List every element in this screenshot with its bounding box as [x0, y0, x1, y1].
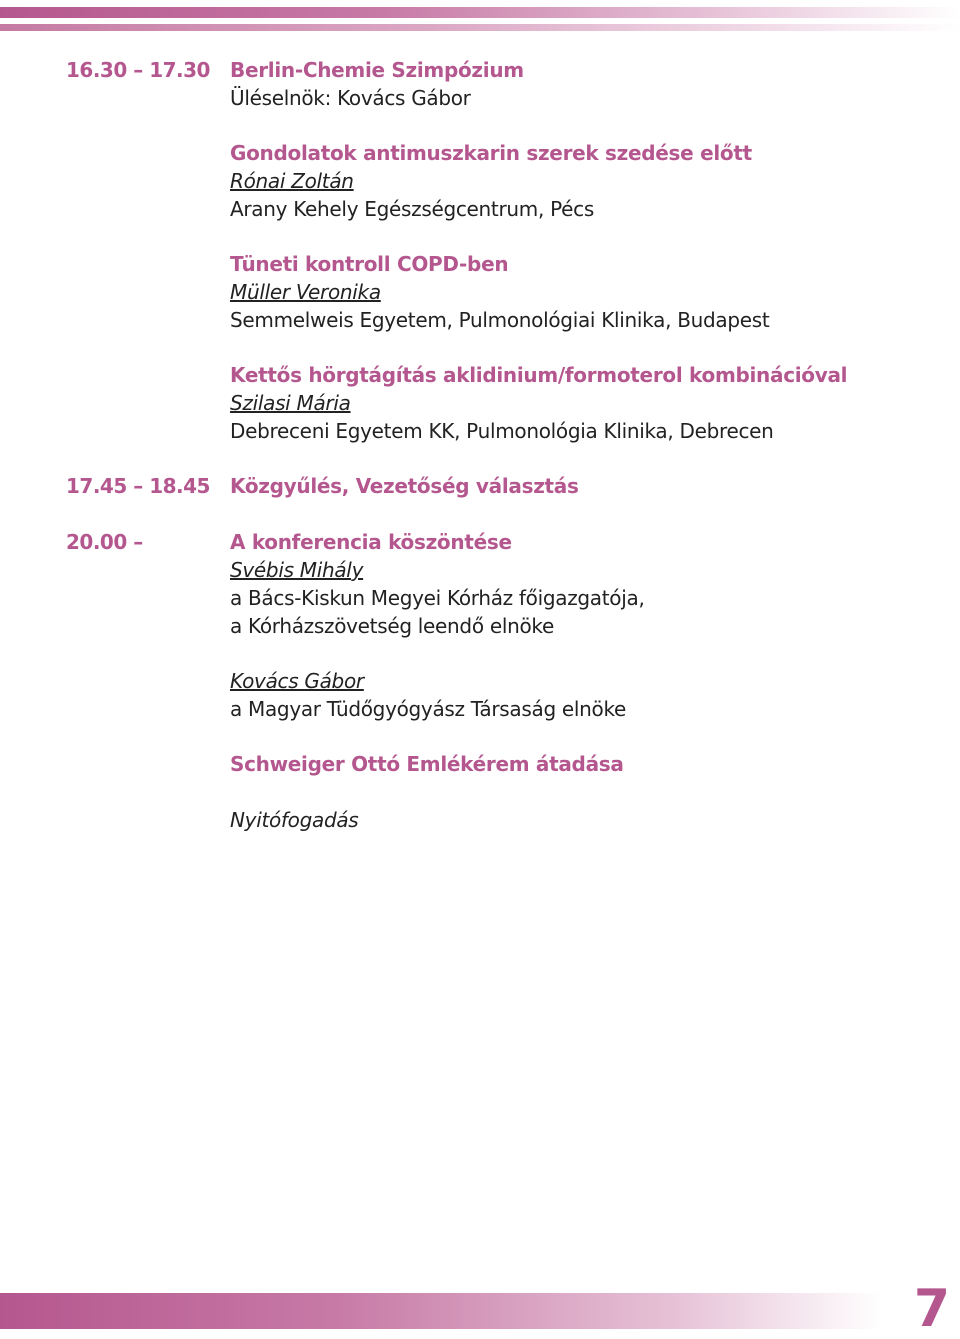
- greeter-name: Kovács Gábor: [230, 669, 364, 693]
- page-number: 7: [913, 1279, 950, 1339]
- greeter-role: a Kórházszövetség leendő elnöke: [230, 614, 554, 638]
- top-band-stripe-2: [0, 24, 960, 31]
- talk-affiliation: Debreceni Egyetem KK, Pulmonológia Klinika, Debrecen: [230, 419, 774, 443]
- talk-title: Kettős hörgtágítás aklidinium/formoterol kombinációval: [230, 363, 848, 387]
- session-time: 20.00 –: [66, 530, 143, 554]
- greeter-role: a Bács-Kiskun Megyei Kórház főigazgatója,: [230, 586, 645, 610]
- greeter-role: a Magyar Tüdőgyógyász Társaság elnöke: [230, 697, 627, 721]
- talk-speaker: Szilasi Mária: [230, 391, 351, 415]
- session-time: 16.30 – 17.30: [66, 58, 210, 82]
- session-chair: Üléselnök: Kovács Gábor: [230, 86, 471, 110]
- reception-title: Nyitófogadás: [230, 808, 359, 832]
- bottom-decorative-band: [0, 1293, 960, 1329]
- award-title: Schweiger Ottó Emlékérem átadása: [230, 752, 624, 776]
- talk-title: Tüneti kontroll COPD-ben: [230, 252, 509, 276]
- talk-affiliation: Arany Kehely Egészségcentrum, Pécs: [230, 197, 594, 221]
- session-title: A konferencia köszöntése: [230, 530, 512, 554]
- top-band-stripe-1: [0, 7, 960, 18]
- talk-title: Gondolatok antimuszkarin szerek szedése előtt: [230, 141, 752, 165]
- talk-speaker: Rónai Zoltán: [230, 169, 354, 193]
- talk-affiliation: Semmelweis Egyetem, Pulmonológiai Klinika, Budapest: [230, 308, 770, 332]
- top-decorative-band: [0, 0, 960, 34]
- talk-speaker: Müller Veronika: [230, 280, 381, 304]
- session-title: Közgyűlés, Vezetőség választás: [230, 474, 579, 498]
- session-title: Berlin-Chemie Szimpózium: [230, 58, 524, 82]
- session-time: 17.45 – 18.45: [66, 474, 210, 498]
- greeter-name: Svébis Mihály: [230, 558, 364, 582]
